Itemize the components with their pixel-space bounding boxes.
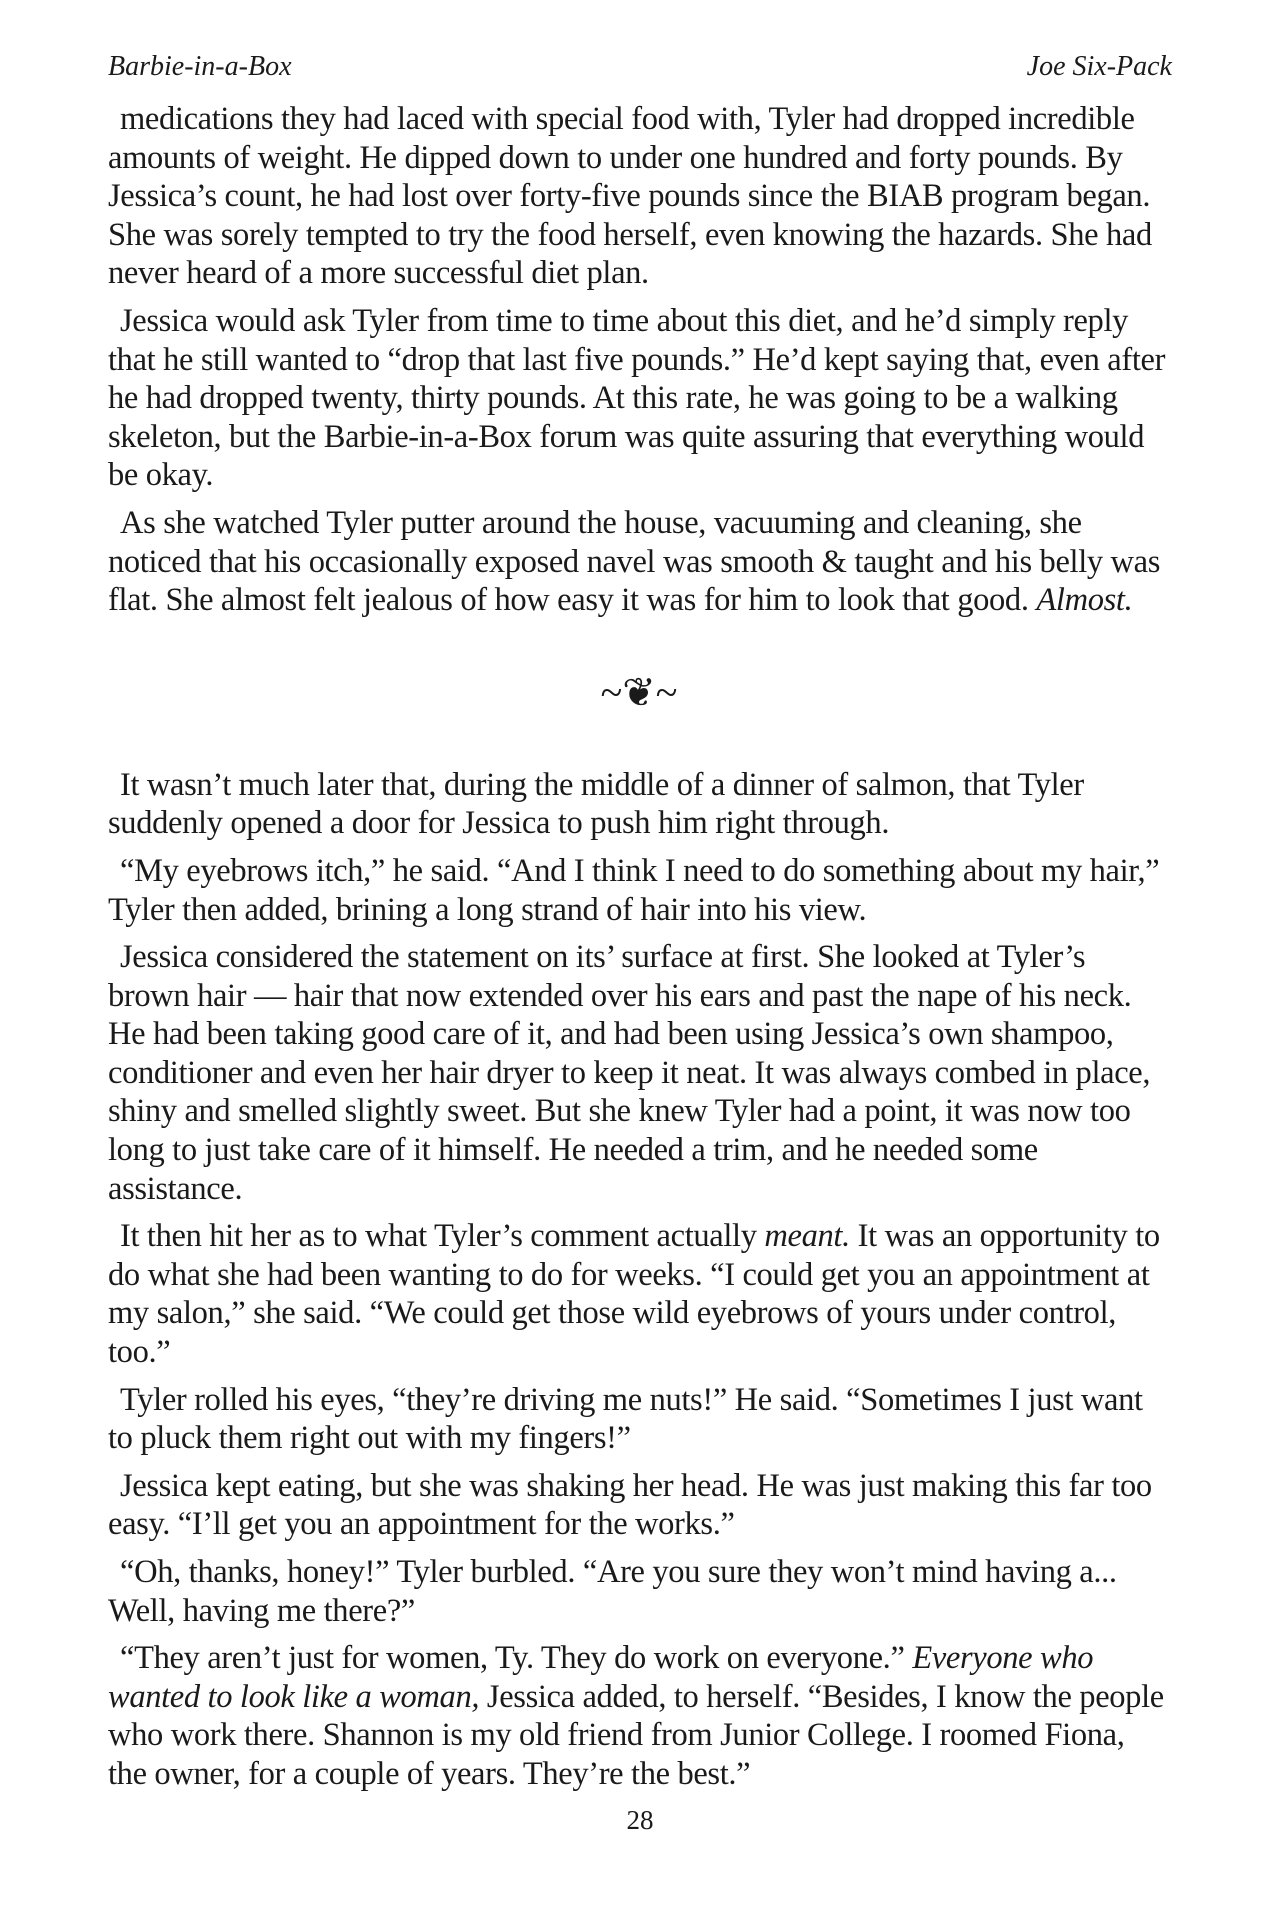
paragraph: It wasn’t much later that, during the middle of a dinner of salmon, that Tyler suddenly opened a door for Jessica to push him right through. bbox=[108, 766, 1084, 842]
paragraph-text: As she watched Tyler putter around the house, vacuuming and cleaning, she noticed that his occasionally exposed navel was smooth & taught and his belly was flat. She almost felt jealous of how easy it was for him to look that good. bbox=[108, 504, 1161, 619]
paragraph bbox=[108, 1217, 1170, 1371]
paragraph-text: Jessica added, to herself. “Besides, I know the people who work there. Shannon is my old friend from Junior College. I roomed Fiona, the owner, for a couple of years. They’re the best.” bbox=[108, 1678, 1164, 1792]
running-header-title: Barbie-in-a-Box bbox=[108, 51, 292, 82]
paragraph bbox=[108, 504, 1170, 620]
paragraph: “My eyebrows itch,” he said. “And I think I need to do something about my hair,” Tyler then added, brining a long strand of hair into his view. bbox=[108, 852, 1160, 928]
page-number: 28 bbox=[626, 1805, 654, 1835]
emphasis-text: meant. bbox=[764, 1218, 850, 1255]
paragraph: “Oh, thanks, honey!” Tyler burbled. “Are you sure they won’t mind having a... Well, having me there?” bbox=[108, 1554, 1117, 1629]
paragraph: medications they had laced with special food with, Tyler had dropped incredible amounts of weight. He dipped down to under one hundred and forty pounds. By Jessica’s count, he had lost over forty-five pounds since the BIAB program began. She was sorely tempted to try the food herself, even knowing the hazards. She had never heard of a more successful diet plan. bbox=[108, 101, 1152, 292]
paragraph-text: It then hit her as to what Tyler’s comment actually bbox=[120, 1218, 757, 1255]
running-header-chapter: Joe Six-Pack bbox=[1026, 51, 1172, 82]
paragraph: Jessica would ask Tyler from time to time about this diet, and he’d simply reply that he still wanted to “drop that last five pounds.” He’d kept saying that, even after he had dropped twenty, thirty pounds. At this rate, he was going to be a walking skeleton, but the Barbie-in-a-Box forum was quite assuring that everything would be okay. bbox=[108, 302, 1166, 494]
paragraph bbox=[108, 1639, 1170, 1793]
paragraph-text: It was an opportunity to do what she had been wanting to do for weeks. “I could get you an appointment at my salon,” she said. “We could get those wild eyebrows of yours under control, too.” bbox=[108, 1218, 1160, 1371]
paragraph: Jessica kept eating, but she was shaking her head. He was just making this far too easy. “I’ll get you an appointment for the works.” bbox=[108, 1467, 1152, 1543]
paragraph: Jessica considered the statement on its’ surface at first. She looked at Tyler’s brown hair — hair that now extended over his ears and past the nape of his neck. He had been taking good care of it, and had been using Jessica’s own shampoo, conditioner and even her hair dryer to keep it neat. It was always combed in place, shiny and smelled slightly sweet. But she knew Tyler had a point, it was now too long to just take care of it himself. He needed a trim, and he needed some assistance. bbox=[108, 939, 1151, 1207]
paragraph-text: “They aren’t just for women, Ty. They do work on everyone.” bbox=[120, 1640, 905, 1677]
body-text bbox=[108, 100, 1170, 1803]
section-break-ornament: ~❦~ bbox=[600, 669, 678, 715]
paragraph: Tyler rolled his eyes, “they’re driving me nuts!” He said. “Sometimes I just want to pluck them right out with my fingers!” bbox=[108, 1381, 1143, 1457]
emphasis-text: Everyone who wanted to look like a woman, bbox=[108, 1640, 1094, 1715]
emphasis-text: Almost. bbox=[1036, 582, 1133, 619]
